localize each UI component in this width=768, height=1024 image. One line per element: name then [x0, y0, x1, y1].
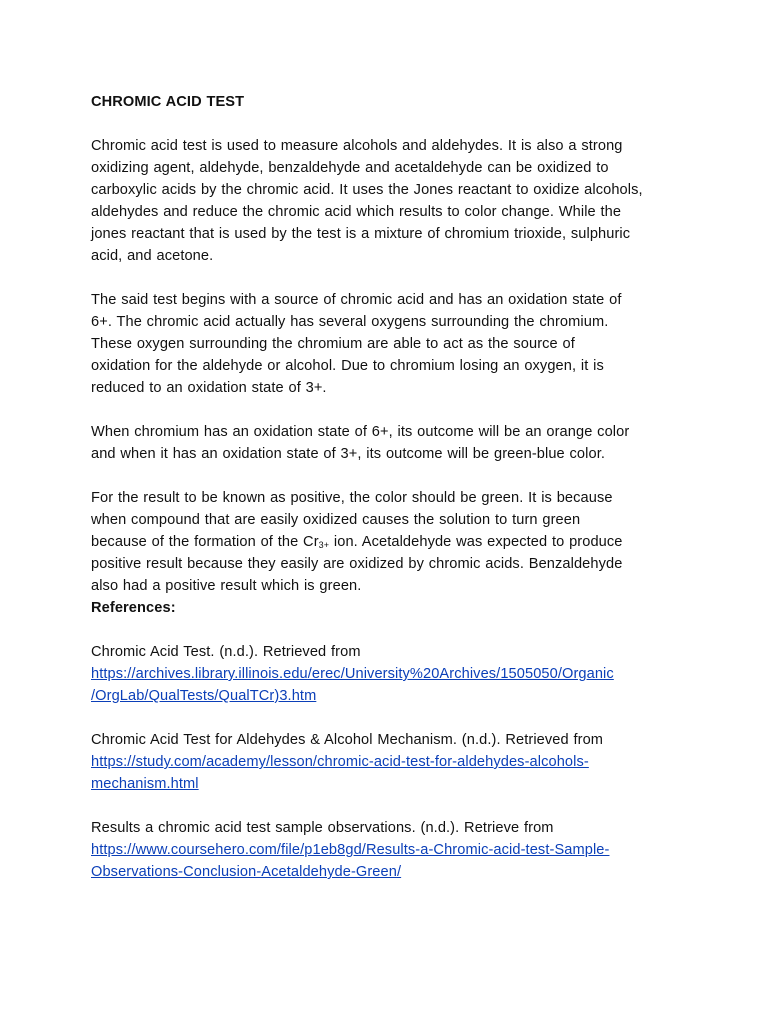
ion-charge-subscript: 3+ — [318, 540, 330, 550]
paragraph-color-outcome — [91, 421, 681, 465]
paragraph-intro — [91, 135, 681, 267]
reference-link-line: mechanism.html — [91, 776, 199, 792]
text-line: 6+. The chromic acid actually has several oxygens surrounding the chromium. — [91, 314, 609, 330]
reference-link[interactable] — [91, 663, 681, 707]
reference-link-line: https://archives.library.illinois.edu/erec/University%20Archives/1505050/Organic — [91, 666, 614, 682]
text-line: oxidation for the aldehyde or alcohol. Due to chromium losing an oxygen, it is — [91, 358, 604, 374]
reference-link-line: https://study.com/academy/lesson/chromic-acid-test-for-aldehydes-alcohols- — [91, 754, 589, 770]
text-line: reduced to an oxidation state of 3+. — [91, 380, 327, 396]
reference-link[interactable] — [91, 839, 681, 883]
text-line: oxidizing agent, aldehyde, benzaldehyde and acetaldehyde can be oxidized to — [91, 160, 609, 176]
text-line: and when it has an oxidation state of 3+, its outcome will be green-blue color. — [91, 446, 606, 462]
reference-link-line: /OrgLab/QualTests/QualTCr)3.htm — [91, 688, 317, 704]
text-line-with-ion — [91, 531, 681, 553]
reference-item — [91, 641, 681, 707]
reference-link[interactable] — [91, 751, 681, 795]
reference-link-line: Observations-Conclusion-Acetaldehyde-Green/ — [91, 864, 402, 880]
text-line: These oxygen surrounding the chromium are able to act as the source of — [91, 336, 575, 352]
text-line: positive result because they easily are oxidized by chromic acids. Benzaldehyde — [91, 556, 623, 572]
paragraph-positive-result — [91, 487, 681, 597]
text-line: For the result to be known as positive, the color should be green. It is because — [91, 490, 613, 506]
text-line: jones reactant that is used by the test is a mixture of chromium trioxide, sulphuric — [91, 226, 631, 242]
document-title: CHROMIC ACID TEST — [91, 94, 245, 110]
reference-citation: Chromic Acid Test for Aldehydes & Alcohol Mechanism. (n.d.). Retrieved from — [91, 732, 604, 748]
text-line: also had a positive result which is green. — [91, 578, 362, 594]
text-line: acid, and acetone. — [91, 248, 214, 264]
reference-citation: Results a chromic acid test sample observations. (n.d.). Retrieve from — [91, 820, 554, 836]
text-line: The said test begins with a source of chromic acid and has an oxidation state of — [91, 292, 622, 308]
reference-citation: Chromic Acid Test. (n.d.). Retrieved from — [91, 644, 361, 660]
text-line: aldehydes and reduce the chromic acid which results to color change. While the — [91, 204, 622, 220]
text-line: when compound that are easily oxidized causes the solution to turn green — [91, 512, 581, 528]
text-line: When chromium has an oxidation state of 6+, its outcome will be an orange color — [91, 424, 630, 440]
ion-text-before: because of the formation of the Cr — [91, 534, 319, 550]
ion-text-after: ion. Acetaldehyde was expected to produce — [329, 534, 623, 550]
paragraph-oxidation-state — [91, 289, 681, 399]
references-heading: References: — [91, 600, 176, 616]
text-line: carboxylic acids by the chromic acid. It uses the Jones reactant to oxidize alcohols, — [91, 182, 643, 198]
reference-link-line: https://www.coursehero.com/file/p1eb8gd/Results-a-Chromic-acid-test-Sample- — [91, 842, 610, 858]
text-line: Chromic acid test is used to measure alcohols and aldehydes. It is also a strong — [91, 138, 623, 154]
document-body — [91, 91, 681, 905]
reference-item — [91, 729, 681, 795]
reference-item — [91, 817, 681, 883]
